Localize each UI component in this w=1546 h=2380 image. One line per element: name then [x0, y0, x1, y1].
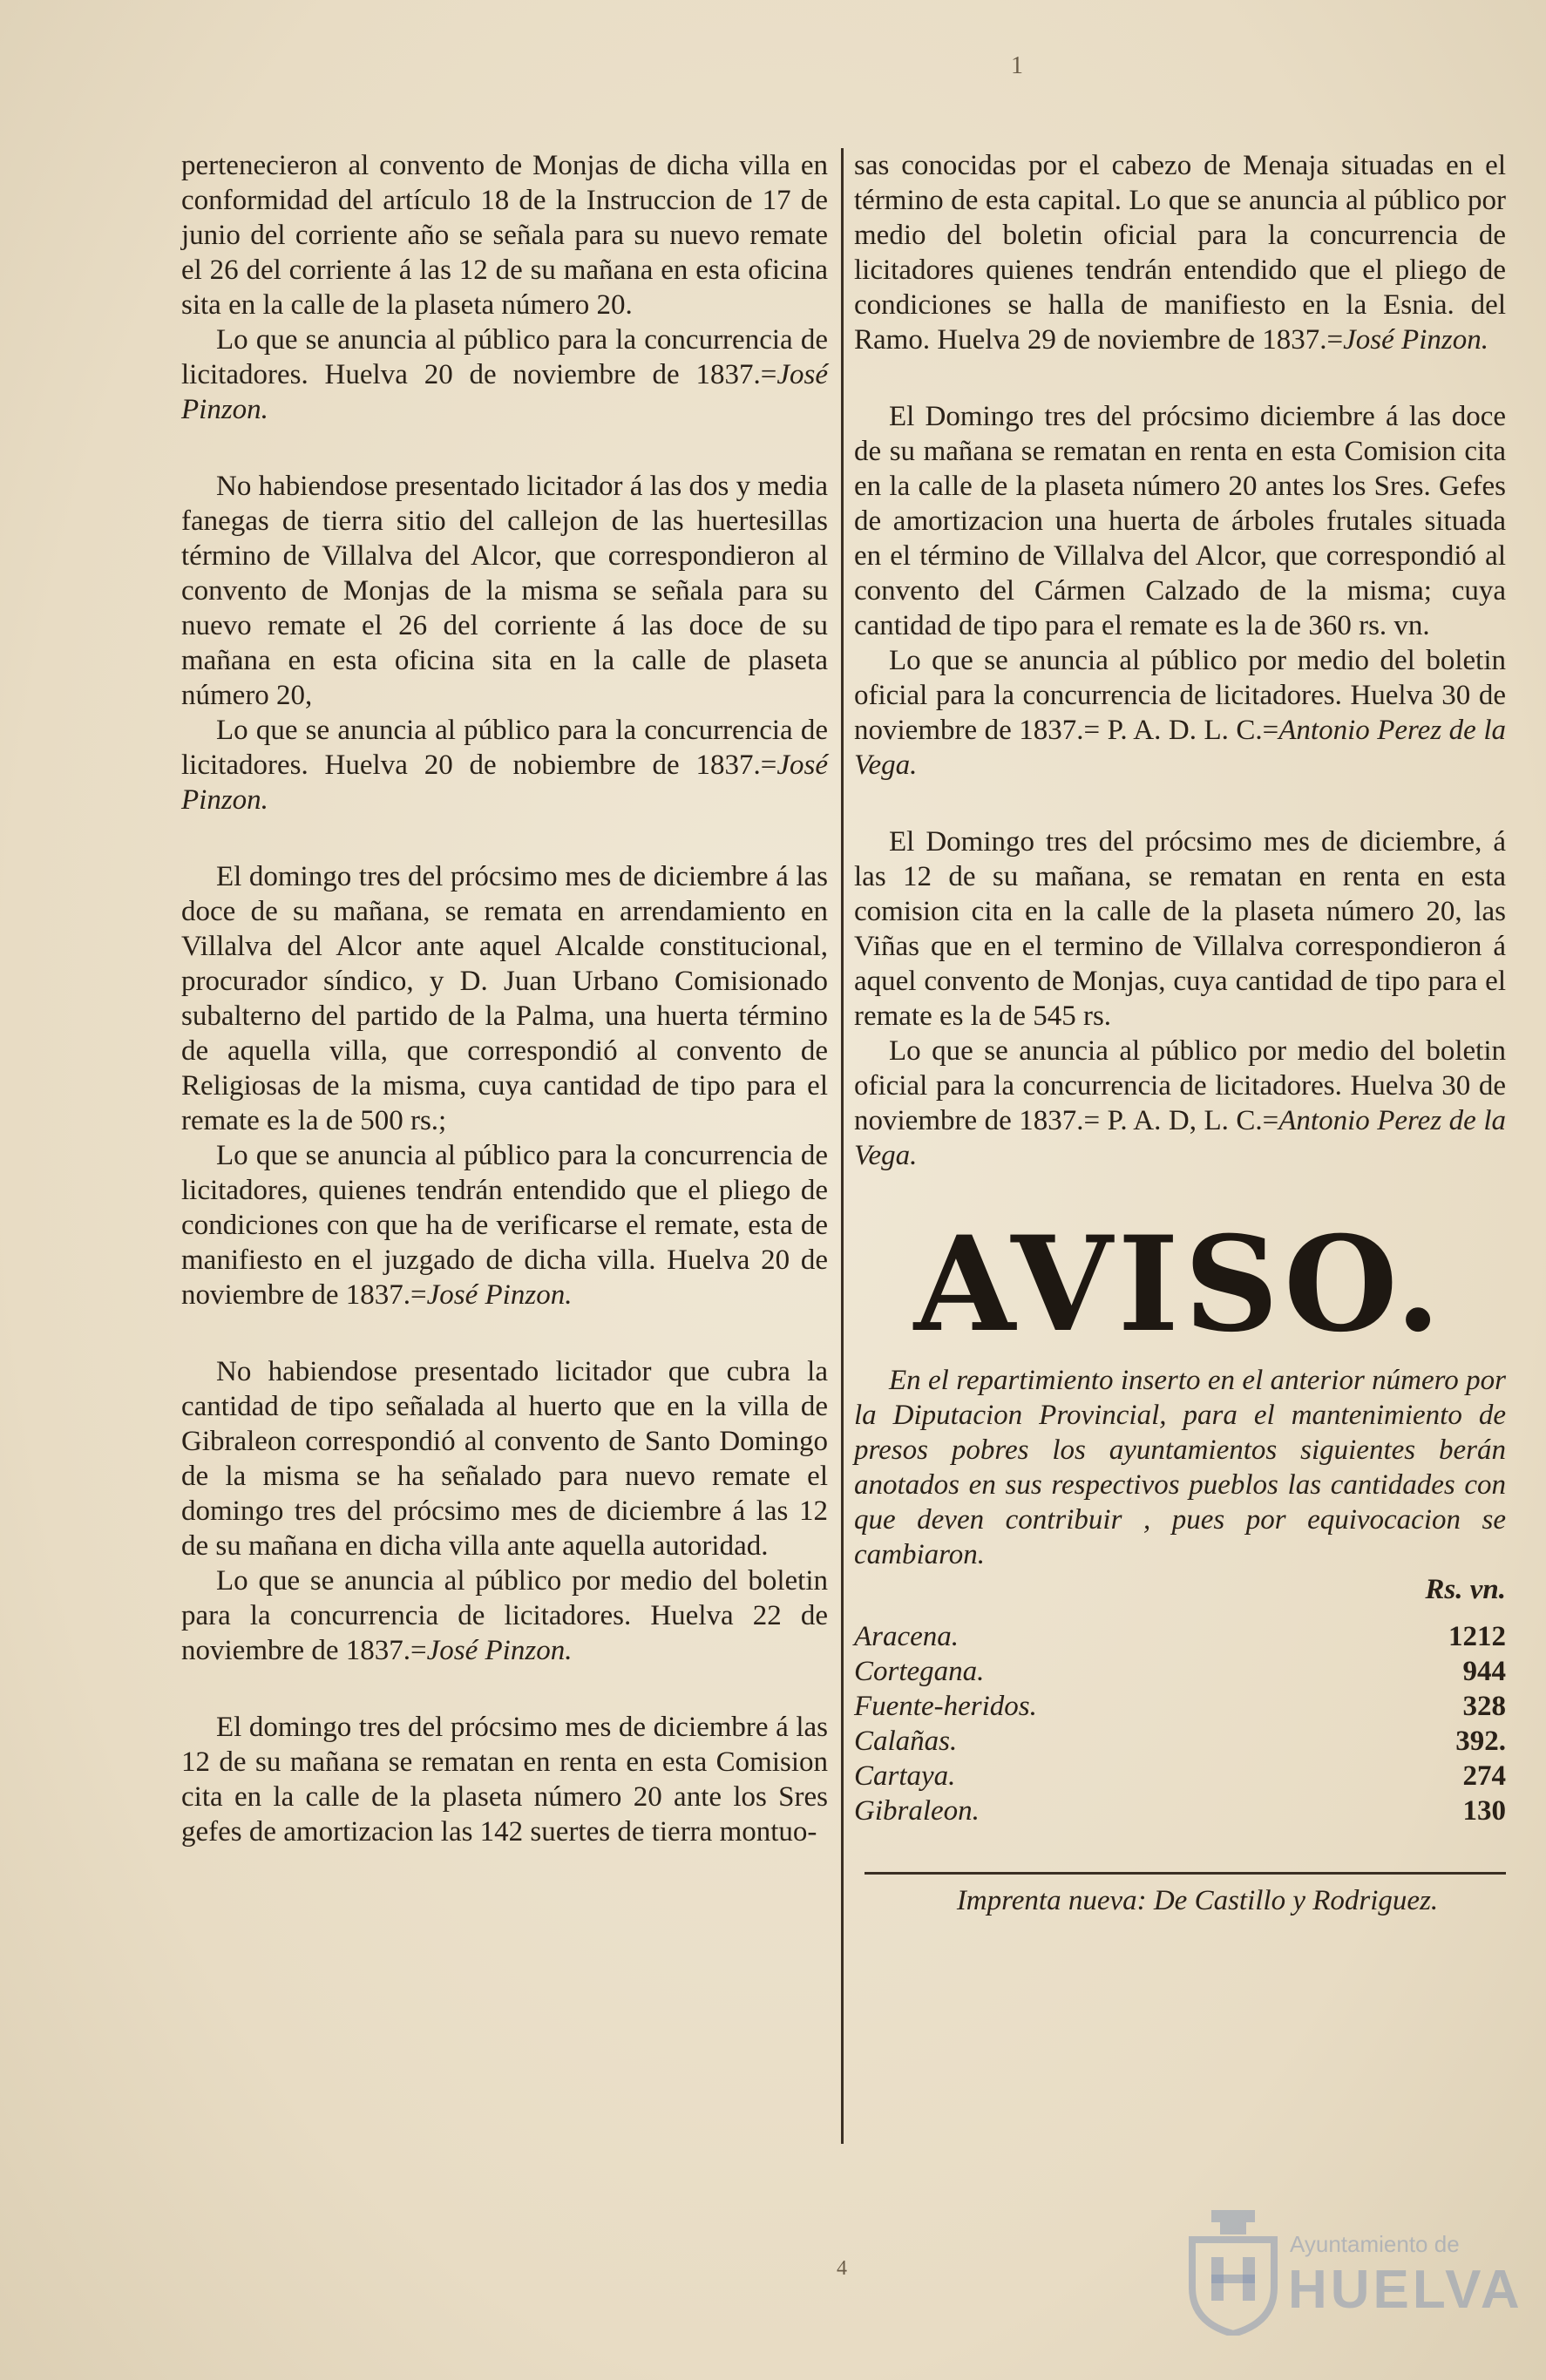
aviso-unit-label: Rs. vn.	[1425, 1574, 1506, 1605]
town-amount: 328	[1462, 1691, 1506, 1722]
signature: Antonio Perez de la Vega.	[854, 715, 1506, 781]
notice-1	[181, 148, 828, 427]
imprint-line: Imprenta nueva: De Castillo y Rodriguez.	[956, 1885, 1439, 1916]
town-amount: 944	[1462, 1656, 1506, 1687]
town-name: Gibraleon.	[854, 1795, 980, 1827]
notice-paragraph: No habiendose presentado licitador que cubra la cantidad de tipo señalada al huerto que en la villa de Gibraleon correspondió al convento de Santo Domingo de la misma se ha señalado para nuevo remate el domingo tres del prócsimo mes de diciembre á las 12 de su mañana en dicha villa ante aquella autoridad.	[181, 1356, 828, 1562]
notice-paragraph: sas conocidas por el cabezo de Menaja situadas en el término de esta capital. Lo que se anuncia al público por medio del boletin oficial para la concurrencia de licitadores quienes tendrán entendido que el pliego de condiciones se halla de manifiesto en la Esnia. del Ramo. Huelva 29 de noviembre de 1837.=	[854, 150, 1506, 356]
ayuntamiento-logo-watermark	[1185, 2205, 1523, 2336]
town-name: Fuente-heridos.	[854, 1691, 1037, 1722]
table-row	[854, 1793, 1506, 1828]
notice-paragraph: Lo que se anuncia al público para la concurrencia de licitadores, quienes tendrán entendido que el pliego de condiciones con que ha de verificarse el remate, esta de manifiesto en el juzgado de dicha villa. Huelva 20 de noviembre de 1837.=	[181, 1140, 828, 1311]
notice-paragraph: Lo que se anuncia al público por medio del boletin oficial para la concurrencia de licitadores. Huelva 30 de noviembre de 1837.= P. A. D. L. C.=	[854, 645, 1506, 746]
signature: José Pinzon.	[1343, 324, 1488, 356]
notice-3	[181, 859, 828, 1312]
notice-paragraph: El Domingo tres del prócsimo mes de diciembre, á las 12 de su mañana, se rematan en renta en esta comision cita en la calle de la plaseta número 20, las Viñas que en el termino de Villalva correspondieron á aquel convento de Monjas, cuya cantidad de tipo para el remate es la de 545 rs.	[854, 826, 1506, 1032]
notice-paragraph: No habiendose presentado licitador á las dos y media fanegas de tierra sitio del callejon de las huertesillas término de Villalva del Alcor, que correspondieron al convento de Monjas de la misma se señala para su nuevo remate el 26 del corriente á las doce de su mañana en esta oficina sita en la calle de plaseta número 20,	[181, 471, 828, 711]
notice-paragraph: Lo que se anuncia al público para la concurrencia de licitadores. Huelva 20 de noviembre de 1837.=	[181, 324, 828, 390]
notice-7	[854, 824, 1506, 1173]
logo-line-1: Ayuntamiento de	[1290, 2231, 1460, 2257]
town-amount: 274	[1462, 1760, 1506, 1792]
town-name: Cartaya.	[854, 1760, 956, 1792]
town-name: Aracena.	[854, 1621, 959, 1652]
notice-paragraph: Lo que se anuncia al público por medio del boletin para la concurrencia de licitadores. Huelva 22 de noviembre de 1837.=	[181, 1565, 828, 1666]
page-header-mark: 1	[1011, 52, 1023, 79]
notice-6	[854, 399, 1506, 783]
table-row	[854, 1689, 1506, 1724]
notice-paragraph: Lo que se anuncia al público por medio del boletin oficial para la concurrencia de licitadores. Huelva 30 de noviembre de 1837.= P. A. D, L. C.=	[854, 1035, 1506, 1136]
signature: Antonio Perez de la Vega.	[854, 1105, 1506, 1171]
right-column	[854, 148, 1506, 2223]
column-divider	[841, 148, 844, 2144]
town-amount: 1212	[1448, 1621, 1506, 1652]
left-column	[181, 148, 828, 2223]
notice-paragraph: Lo que se anuncia al público para la concurrencia de licitadores. Huelva 20 de nobiembre de 1837.=	[181, 715, 828, 781]
table-row	[854, 1759, 1506, 1793]
shield-icon	[1185, 2205, 1281, 2336]
aviso-table	[854, 1619, 1506, 1828]
logo-line-2: HUELVA	[1288, 2260, 1523, 2320]
town-name: Cortegana.	[854, 1656, 985, 1687]
notice-5-continued	[854, 148, 1506, 357]
page-footer-mark: 4	[837, 2257, 847, 2280]
town-name: Calañas.	[854, 1726, 958, 1757]
notice-paragraph: pertenecieron al convento de Monjas de dicha villa en conformidad del artículo 18 de la Instruccion de 17 de junio del corriente año se señala para su nuevo remate el 26 del corriente á las 12 de su mañana en esta oficina sita en la calle de la plaseta número 20.	[181, 150, 828, 321]
aviso-title: AVISO.	[913, 1208, 1447, 1361]
signature: José Pinzon.	[181, 359, 828, 425]
table-row	[854, 1619, 1506, 1654]
notice-2	[181, 469, 828, 817]
table-row	[854, 1654, 1506, 1689]
notice-4	[181, 1354, 828, 1668]
notice-paragraph: El Domingo tres del prócsimo diciembre á las doce de su mañana se rematan en renta en esta Comision cita en la calle de la plaseta número 20 antes los Sres. Gefes de amortizacion una huerta de árboles frutales situada en el término de Villalva del Alcor, que correspondió al convento del Cármen Calzado de la misma; cuya cantidad de tipo para el remate es la de 360 rs. vn.	[854, 401, 1506, 641]
notice-paragraph: El domingo tres del prócsimo mes de diciembre á las doce de su mañana, se remata en arrendamiento en Villalva del Alcor ante aquel Alcalde constitucional, procurador síndico, y D. Juan Urbano Comisionado subalterno del partido de la Palma, una huerta término de aquella villa, que correspondió al convento de Religiosas de la misma, cuya cantidad de tipo para el remate es la de 500 rs.;	[181, 861, 828, 1136]
signature: José Pinzon.	[426, 1279, 573, 1311]
aviso-section	[854, 1208, 1506, 1918]
notice-paragraph: El domingo tres del prócsimo mes de diciembre á las 12 de su mañana se rematan en renta en esta Comision cita en la calle de la plaseta número 20 ante los Sres gefes de amortizacion las 142 suertes de tierra montuo-	[181, 1712, 828, 1848]
imprint-divider	[865, 1872, 1506, 1875]
town-amount: 392.	[1455, 1726, 1506, 1757]
signature: José Pinzon.	[181, 749, 828, 816]
aviso-body: En el repartimiento inserto en el anterior número por la Diputacion Provincial, para el mantenimiento de presos pobres los ayuntamientos siguientes berán anotados en sus respectivos pueblos las cantidades con que deven contribuir , pues por equivocacion se cambiaron.	[854, 1365, 1506, 1570]
signature: José Pinzon.	[426, 1635, 573, 1666]
town-amount: 130	[1462, 1795, 1506, 1827]
notice-5	[181, 1710, 828, 1849]
table-row	[854, 1724, 1506, 1759]
